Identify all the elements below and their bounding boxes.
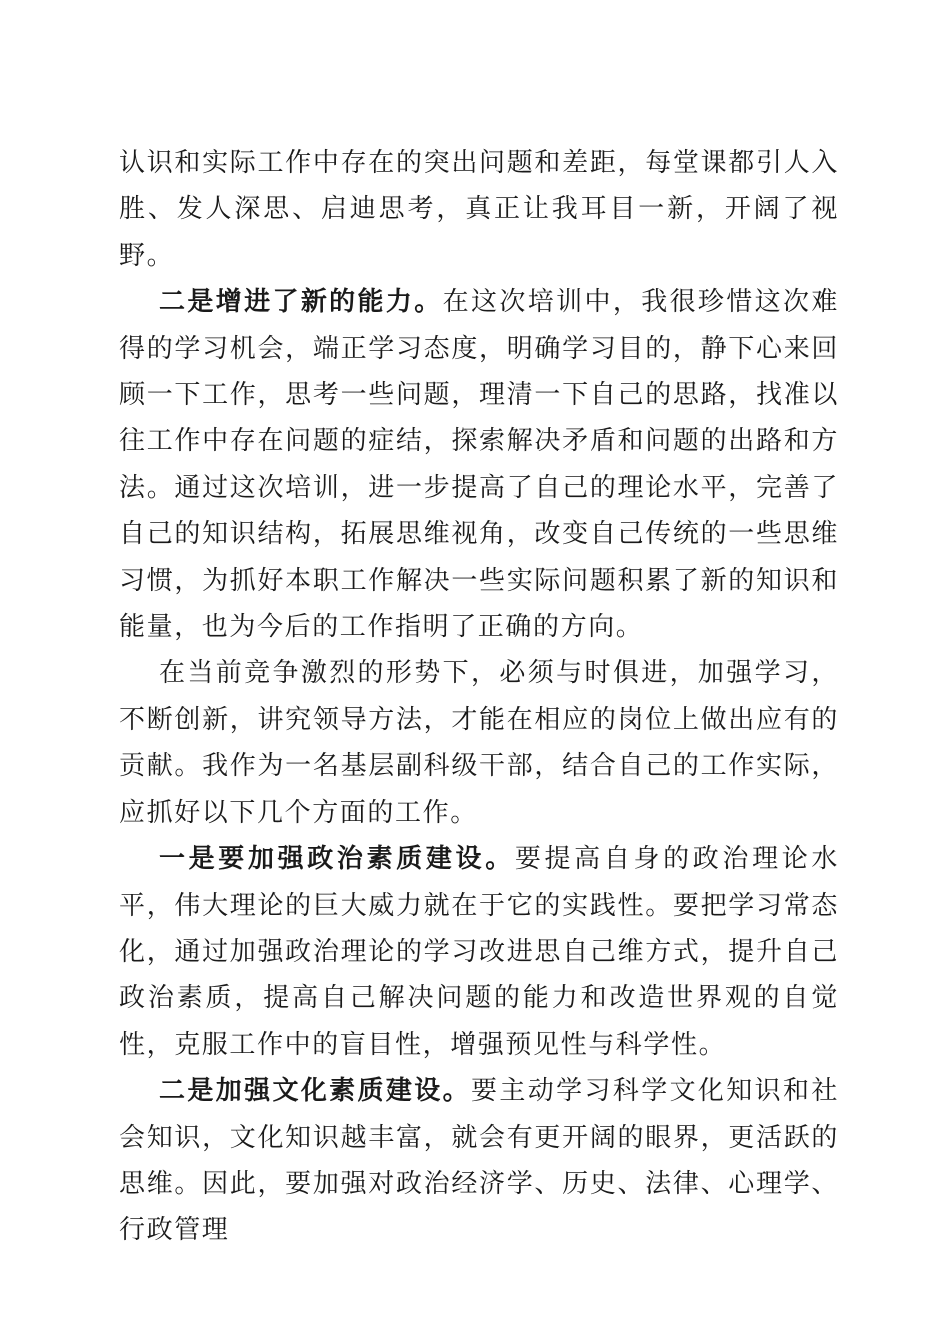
paragraph-text: 认识和实际工作中存在的突出问题和差距，每堂课都引人入胜、发人深思、启迪思考，真正让我耳目一新，开阔了视野。 [119,148,839,271]
paragraph-lead-heading: 二是加强文化素质建设。 [159,1076,472,1107]
paragraph-cultural [119,1068,839,1254]
paragraph-text: 在这次培训中，我很珍惜这次难得的学习机会，端正学习态度，明确学习目的，静下心来回顾一下工作，思考一些问题，理清一下自己的思路，找准以往工作中存在问题的症结，探索解决矛盾和问题的出路和方法。通过这次培训，进一步提高了自己的理论水平，完善了自己的知识结构，拓展思维视角，改变自己传统的一些思维习惯，为抓好本职工作解决一些实际问题积累了新的知识和能量，也为今后的工作指明了正确的方向。 [119,287,839,643]
paragraph-continuation [119,140,839,279]
paragraph-lead-heading: 一是要加强政治素质建设。 [159,844,515,875]
paragraph-text: 在当前竞争激烈的形势下，必须与时俱进，加强学习，不断创新，讲究领导方法，才能在相应的岗位上做出应有的贡献。我作为一名基层副科级干部，结合自己的工作实际，应抓好以下几个方面的工作。 [119,658,839,828]
document-page [119,140,839,1254]
paragraph-text: 要提高自身的政治理论水平，伟大理论的巨大威力就在于它的实践性。要把学习常态化，通过加强政治理论的学习改进思自己维方式，提升自己政治素质，提高自己解决问题的能力和改造世界观的自觉性，克服工作中的盲目性，增强预见性与科学性。 [119,844,839,1060]
paragraph-ability [119,279,839,650]
paragraph-competition [119,650,839,836]
paragraph-political [119,836,839,1068]
paragraph-lead-heading: 二是增进了新的能力。 [159,287,443,318]
paragraph-text: 要主动学习科学文化知识和社会知识，文化知识越丰富，就会有更开阔的眼界，更活跃的思维。因此，要加强对政治经济学、历史、法律、心理学、行政管理 [119,1076,839,1246]
